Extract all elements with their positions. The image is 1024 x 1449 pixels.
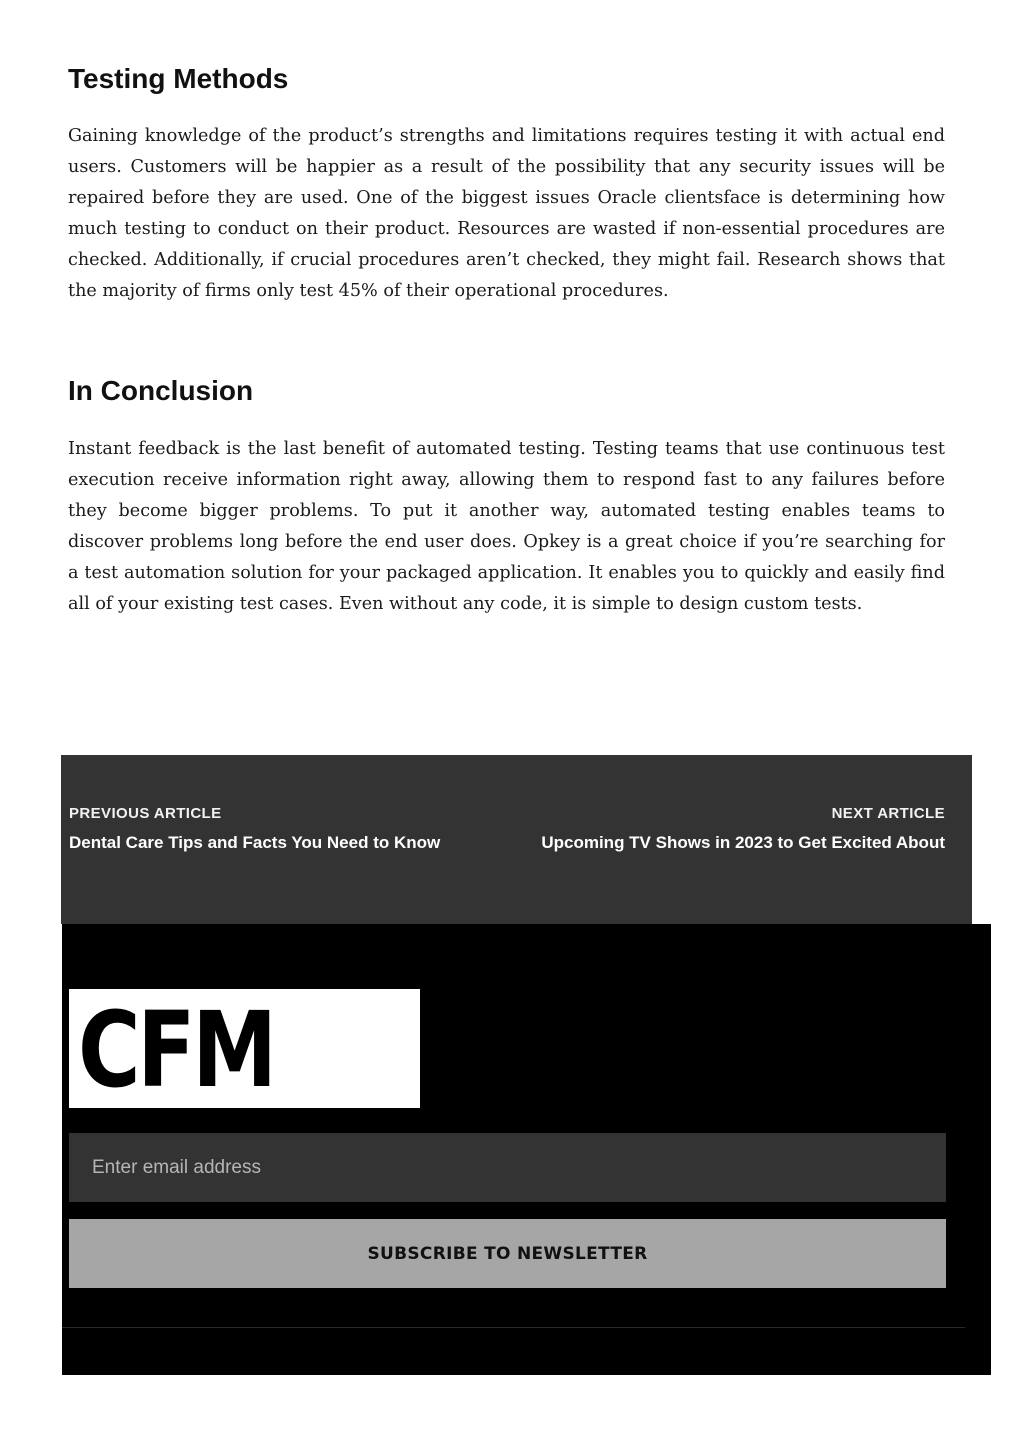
next-article-kicker: NEXT ARTICLE — [831, 805, 945, 822]
site-footer — [62, 924, 991, 1375]
post-navigation — [61, 755, 972, 924]
subscribe-newsletter-button[interactable]: SUBSCRIBE TO NEWSLETTER — [69, 1219, 946, 1288]
previous-article-link[interactable] — [69, 805, 509, 853]
section-heading-in-conclusion: In Conclusion — [68, 375, 254, 406]
newsletter-email-input[interactable] — [69, 1133, 946, 1202]
previous-article-title[interactable]: Dental Care Tips and Facts You Need to Know — [69, 833, 441, 852]
next-article-title[interactable]: Upcoming TV Shows in 2023 to Get Excited About — [541, 833, 945, 852]
section-body-in-conclusion: Instant feedback is the last benefit of automated testing. Testing teams that use continuous test execution receive information right away, allowing them to respond fast to any failures before they become bigger problems. To put it another way, automated testing enables teams to discover problems long before the end user does. Opkey is a great choice if you’re searching for a test automation solution for your packaged application. It enables you to quickly and easily find all of your existing test cases. Even without any code, it is simple to design custom tests. — [68, 439, 945, 614]
footer-logo[interactable] — [69, 989, 420, 1111]
next-article-link[interactable] — [525, 805, 945, 853]
section-heading-testing-methods: Testing Methods — [68, 63, 289, 94]
previous-article-kicker: PREVIOUS ARTICLE — [69, 805, 222, 822]
section-body-testing-methods: Gaining knowledge of the product’s strengths and limitations requires testing it with actual end users. Customers will be happier as a result of the possibility that any security issues will be repaired before they are used. One of the biggest issues Oracle clientsface is determining how much testing to conduct on their product. Resources are wasted if non-essential procedures are checked. Additionally, if crucial procedures aren’t checked, they might fail. Research shows that the majority of firms only test 45% of their operational procedures. — [68, 126, 945, 301]
footer-logo-text: CFM — [78, 989, 274, 1111]
footer-divider — [62, 1327, 965, 1328]
